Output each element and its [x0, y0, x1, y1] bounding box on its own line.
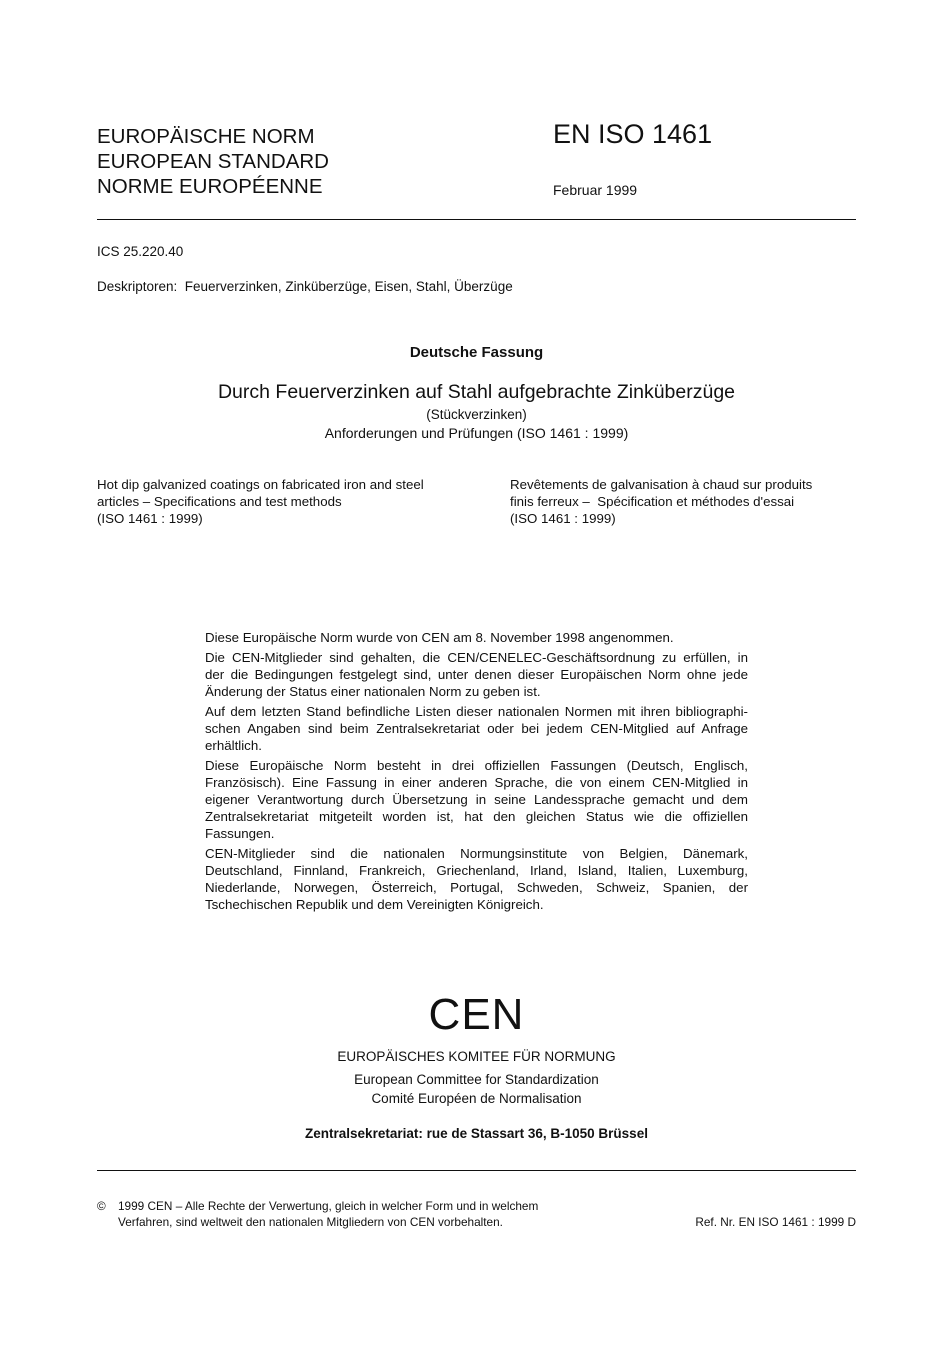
english-title-line: Hot dip galvanized coatings on fabricated iron and steel [97, 477, 424, 492]
french-title-line: (ISO 1461 : 1999) [510, 511, 616, 526]
paragraph-line: Deutschland, Finnland, Frankreich, Griechenland, Irland, Island, Italien, Luxemburg, [205, 863, 748, 878]
version-label: Deutsche Fassung [409, 344, 544, 361]
paragraph-line: Auf dem letzten Stand befindliche Listen dieser nationalen Normen mit ihren bibliographi- [205, 704, 748, 719]
cen-name-en: European Committee for Standardization [354, 1072, 599, 1087]
french-title-line: Revêtements de galvanisation à chaud sur produits [510, 477, 813, 492]
paragraph-line: Diese Europäische Norm wurde von CEN am 8. November 1998 angenommen. [205, 630, 674, 645]
paragraph-line: Fassungen. [205, 826, 275, 841]
heading-en: EUROPEAN STANDARD [97, 150, 329, 173]
paragraph-line: Französisch). Eine Fassung in einer anderen Sprache, die von einem CEN-Mitglied in [205, 775, 748, 790]
english-title-line: articles – Specifications and test methods [97, 494, 342, 509]
cen-address: Zentralsekretariat: rue de Stassart 36, B-1050 Brüssel [305, 1126, 648, 1141]
copyright-symbol: © [97, 1199, 106, 1213]
paragraph-line: Änderung der Status einer nationalen Norm zu geben ist. [205, 684, 541, 699]
english-title [97, 476, 424, 527]
french-title [510, 476, 812, 527]
standard-type-heading [97, 124, 329, 199]
notice-paragraph [205, 845, 748, 913]
divider [97, 219, 856, 220]
paragraph-line: CEN-Mitglieder sind die nationalen Normungsinstitute von Belgien, Dänemark, [205, 846, 748, 861]
notice-paragraph [205, 629, 748, 646]
adoption-notice [205, 629, 748, 916]
paragraph-line: Die CEN-Mitglieder sind gehalten, die CEN/CENELEC-Geschäftsordnung zu erfüllen, in [205, 650, 748, 665]
standard-number: EN ISO 1461 [553, 119, 713, 149]
divider [97, 1170, 856, 1171]
reference-number: Ref. Nr. EN ISO 1461 : 1999 D [695, 1214, 856, 1229]
french-title-line: finis ferreux – Spécification et méthodes d'essai [510, 494, 795, 509]
document-subtitle: (Stückverzinken) [426, 407, 527, 422]
document-title: Durch Feuerverzinken auf Stahl aufgebrachte Zinküberzüge [217, 381, 736, 403]
notice-paragraph [205, 649, 748, 700]
paragraph-line: Diese Europäische Norm besteht in drei offiziellen Fassungen (Deutsch, Englisch, [205, 758, 748, 773]
copyright-line: 1999 CEN – Alle Rechte der Verwertung, gleich in welcher Form und in welchem [118, 1199, 539, 1213]
document-subtitle-2: Anforderungen und Prüfungen (ISO 1461 : 1999) [324, 425, 629, 441]
paragraph-line: eigener Verantwortung durch Übersetzung in seine Landessprache gemacht und dem [205, 792, 748, 807]
paragraph-line: Tschechischen Republik und dem Vereinigten Königreich. [205, 897, 544, 912]
cen-name-de: EUROPÄISCHES KOMITEE FÜR NORMUNG [337, 1049, 616, 1064]
ics-code: ICS 25.220.40 [97, 244, 184, 259]
cen-logo: CEN [428, 990, 525, 1039]
publication-date: Februar 1999 [553, 182, 638, 198]
heading-de: EUROPÄISCHE NORM [97, 125, 315, 148]
copyright-notice [118, 1199, 538, 1230]
paragraph-line: Zentralsekretariat mitgeteilt worden ist, hat den gleichen Status wie die offiziellen [205, 809, 748, 824]
paragraph-line: der die Bedingungen festgelegt sind, unter denen dieser Europäischen Norm ohne jede [205, 667, 748, 682]
paragraph-line: schen Angaben sind beim Zentralsekretariat oder bei jedem CEN-Mitglied auf Anfrage [205, 721, 748, 736]
copyright-line: Verfahren, sind weltweit den nationalen Mitgliedern von CEN vorbehalten. [118, 1214, 503, 1229]
descriptors: Deskriptoren: Feuerverzinken, Zinküberzüge, Eisen, Stahl, Überzüge [97, 279, 513, 294]
notice-paragraph [205, 703, 748, 754]
cen-name-fr: Comité Européen de Normalisation [371, 1091, 582, 1106]
english-title-line: (ISO 1461 : 1999) [97, 511, 203, 526]
heading-fr: NORME EUROPÉENNE [97, 175, 323, 198]
notice-paragraph [205, 757, 748, 842]
paragraph-line: erhältlich. [205, 738, 262, 753]
paragraph-line: Niederlande, Norwegen, Österreich, Portugal, Schweden, Schweiz, Spanien, der [205, 880, 748, 895]
